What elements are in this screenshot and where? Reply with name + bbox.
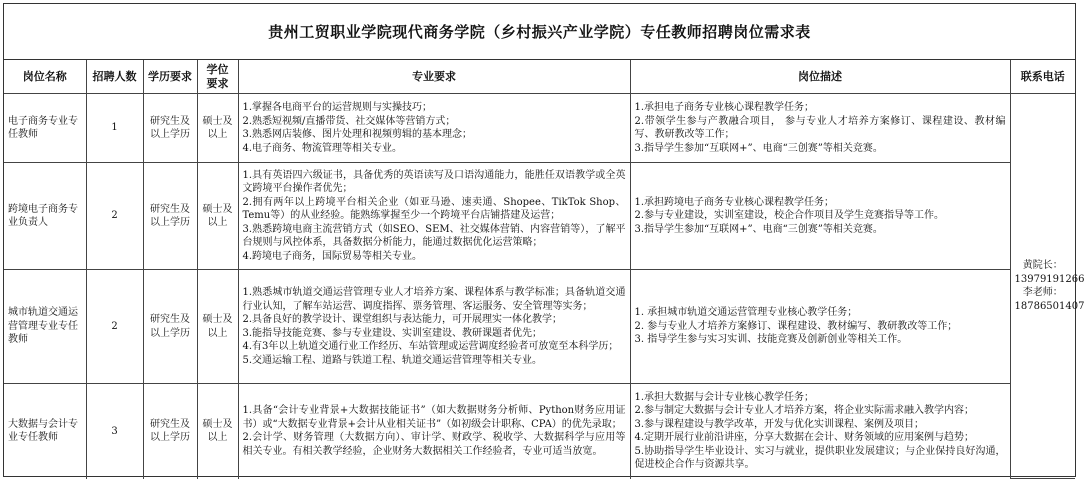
description-line: 1.承担电子商务专业核心课程教学任务； [634, 102, 815, 113]
header-contact: 联系电话 [1010, 60, 1075, 94]
count-cell: 2 [86, 270, 143, 384]
count-cell: 3 [86, 384, 143, 479]
table-row [4, 270, 1075, 384]
description-line: 3.指导学生参加“互联网+”、电商“三创赛”等相关竞赛。 [634, 142, 883, 154]
major-line: 4.有3年以上轨道交通行业工作经历、车站管理或运营调度经验者可放宽至本科学历； [242, 341, 619, 352]
degree-cell: 硕士及以上 [197, 94, 238, 163]
major-line: 4.电子商务、物流管理等相关专业。 [242, 142, 403, 154]
description-line: 2.参与制定大数据与会计专业人才培养方案，将企业实际需求融入教学内容； [634, 405, 975, 417]
table-row [4, 384, 1075, 479]
position-cell: 电子商务专业专任教师 [4, 94, 86, 163]
description-line: 3.指导学生参加“互联网+”、电商“三创赛”等相关竞赛。 [634, 223, 883, 235]
major-cell [238, 94, 630, 163]
contact-name-2: 李老师： [1022, 287, 1063, 298]
position-cell: 城市轨道交通运营管理专业专任教师 [4, 270, 86, 384]
header-position: 岗位名称 [4, 60, 86, 94]
recruitment-table [4, 60, 1085, 479]
description-line: 1. 承担城市轨道交通运营管理专业核心教学任务； [634, 307, 858, 319]
major-line: 3.熟悉跨境电商主流营销方式（如SEO、SEM、社交媒体营销、内容营销等），了解平台规则与风控体系，具备数据分析能力，能通过数据优化运营策略； [242, 223, 626, 249]
page-title: 贵州工贸职业学院现代商务学院（乡村振兴产业学院）专任教师招聘岗位需求表 [4, 4, 1075, 60]
contact-cell [1010, 94, 1085, 479]
description-line: 3.参与课程建设与教学改革，开发与优化实训课程、案例及项目； [634, 418, 925, 430]
contact-phone-2: 18786501407 [1014, 300, 1085, 312]
description-line: 1.承担大数据与会计专业核心教学任务； [634, 391, 815, 403]
major-line: 4.跨境电子商务，国际贸易等相关专业。 [242, 250, 423, 262]
header-major: 专业要求 [238, 60, 630, 94]
education-cell: 研究生及以上学历 [143, 270, 197, 384]
count-cell: 2 [86, 163, 143, 270]
description-cell [630, 94, 1010, 163]
major-line: 2.拥有两年以上跨境平台相关企业（如亚马逊、速卖通、Shopee、TikTok Shop、Temu等）的从业经验。能熟练掌握至少一个跨境平台店铺搭建及运营； [242, 196, 626, 222]
description-line: 2.带领学生参与产教融合项目， 参与专业人才培养方案修订、课程建设、教材编写、教研教改等工作； [634, 115, 1006, 140]
education-cell: 研究生及以上学历 [143, 163, 197, 270]
count-cell: 1 [86, 94, 143, 163]
description-cell [630, 384, 1010, 479]
degree-cell: 硕士及以上 [197, 384, 238, 479]
description-cell [630, 270, 1010, 384]
description-cell [630, 163, 1010, 270]
position-cell: 跨境电子商务专业负责人 [4, 163, 86, 270]
description-line: 2.参与专业建设，实训室建设，校企合作项目及学生竞赛指导等工作。 [634, 210, 945, 222]
description-line: 1.承担跨境电子商务专业核心课程教学任务； [634, 196, 835, 208]
header-description: 岗位描述 [630, 60, 1010, 94]
major-line: 1.具备“会计专业背景+大数据技能证书”（如大数据财务分析师、Python财务应用证书）或“大数据专业背景+会计从业相关证书”（如初级会计职称、CPA）的优先录取； [242, 405, 626, 430]
table-row [4, 163, 1075, 270]
recruitment-table-sheet [3, 3, 1085, 477]
description-line: 5.协助指导学生毕业设计、实习与就业，提供职业发展建议；与企业保持良好沟通，促进校企合作与资源共享。 [634, 445, 1006, 471]
major-line: 2.具备良好的教学设计、课堂组织与表达能力，可开展理实一体化教学； [242, 314, 563, 325]
major-line: 3.熟悉网店装修、图片处理和视频剪辑的基本理念； [242, 129, 473, 140]
header-count: 招聘人数 [86, 60, 143, 94]
description-line: 2. 参与专业人才培养方案修订、课程建设、教材编写、教研教改等工作； [634, 320, 958, 332]
education-cell: 研究生及以上学历 [143, 384, 197, 479]
major-line: 1.具有英语四六级证书，具备优秀的英语读写及口语沟通能力，能胜任双语教学或全英文跨境平台操作者优先； [242, 169, 626, 195]
degree-cell: 硕士及以上 [197, 163, 238, 270]
position-cell: 大数据与会计专业专任教师 [4, 384, 86, 479]
major-cell [238, 270, 630, 384]
education-cell: 研究生及以上学历 [143, 94, 197, 163]
major-line: 3.能指导技能竞赛、参与专业建设、实训室建设、教研课题者优先； [242, 327, 543, 339]
major-cell [238, 163, 630, 270]
major-line: 2.熟悉短视频/直播带货、社交媒体等营销方式； [242, 115, 456, 127]
major-line: 1.掌握各电商平台的运营规则与实操技巧； [242, 102, 433, 113]
header-education: 学历要求 [143, 60, 197, 94]
major-line: 5.交通运输工程、道路与铁道工程、轨道交通运营管理等相关专业。 [242, 354, 543, 366]
table-header-row [4, 60, 1075, 94]
table-row [4, 94, 1075, 163]
major-line: 1.熟悉城市轨道交通运营管理专业人才培养方案、课程体系与教学标准；具备轨道交通行业认知，了解车站运营、调度指挥、票务管理、客运服务、安全管理等实务； [242, 287, 626, 312]
header-degree: 学位要求 [197, 60, 238, 94]
description-line: 4.定期开展行业前沿讲座，分享大数据在会计、财务领域的应用案例与趋势； [634, 432, 975, 444]
contact-name-1: 黄院长： [1022, 260, 1063, 271]
contact-phone-1: 13979191266 [1014, 273, 1085, 285]
major-cell [238, 384, 630, 479]
major-line: 2.会计学、财务管理（大数据方向）、审计学、财政学、税收学、大数据科学与应用等相关专业。有相关教学经验，企业财务大数据相关工作经验者，专业可适当放宽。 [242, 432, 626, 457]
description-line: 3. 指导学生参与实习实训、技能竞赛及创新创业等相关工作。 [634, 334, 908, 346]
degree-cell: 硕士及以上 [197, 270, 238, 384]
